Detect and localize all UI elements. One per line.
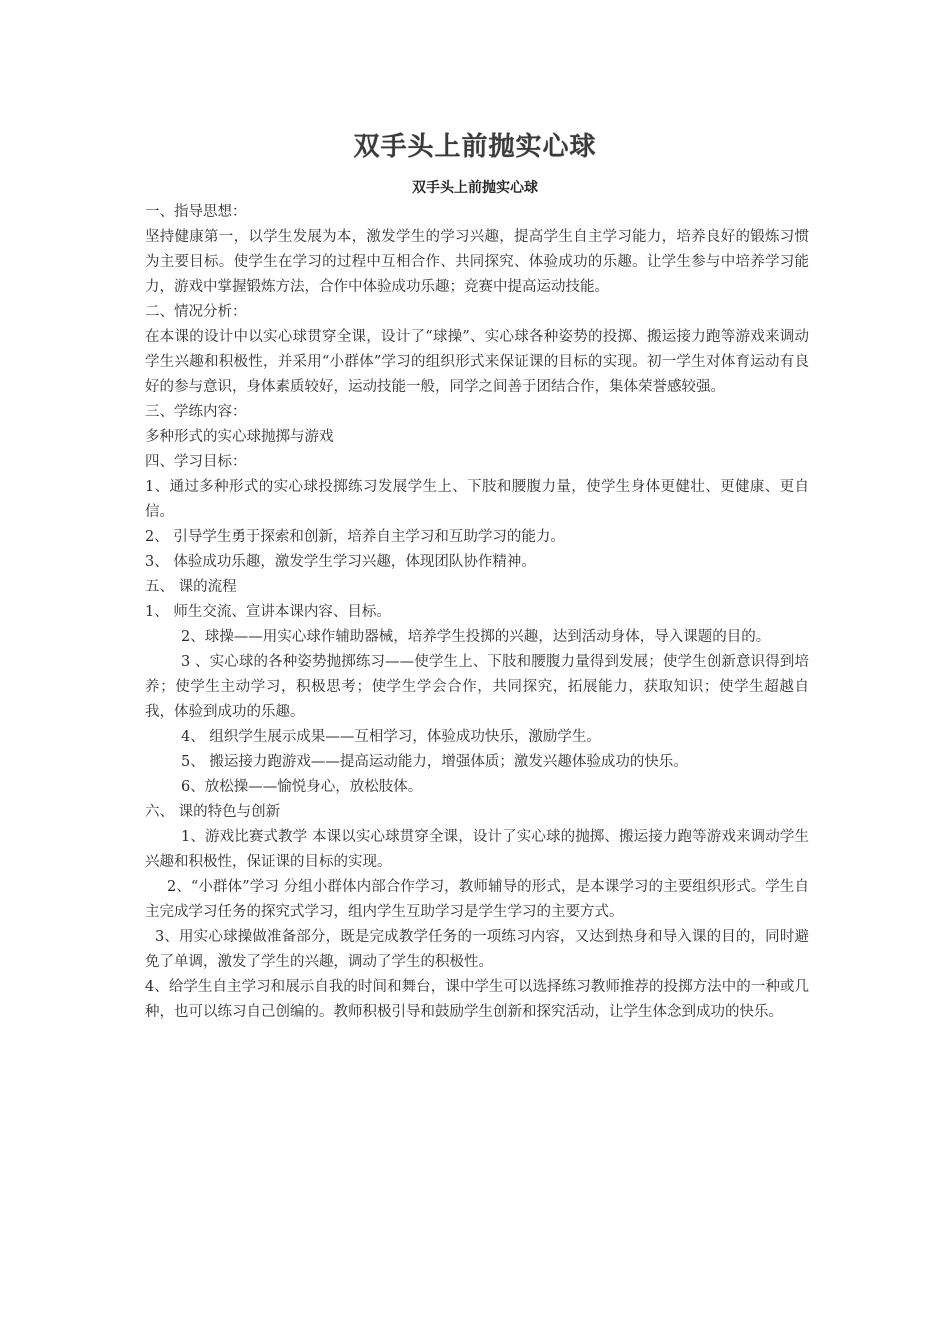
list-item: 3、 体验成功乐趣，激发学生学习兴趣，体现团队协作精神。: [145, 554, 536, 570]
document-subtitle: 双手头上前抛实心球: [412, 180, 538, 196]
paragraph: 多种形式的实心球抛掷与游戏: [145, 429, 334, 445]
document-body: [145, 200, 809, 1025]
section-heading: 六、 课的特色与创新: [145, 804, 281, 820]
list-item: 4、给学生自主学习和展示自我的时间和舞台，课中学生可以选择练习教师推荐的投掷方法中的一种或几种，也可以练习自己创编的。教师积极引导和鼓励学生创新和探究活动，让学生体念到成功的快乐。: [145, 979, 809, 1020]
list-item: 3、用实心球操做准备部分，既是完成教学任务的一项练习内容，又达到热身和导入课的目的，同时避免了单调，激发了学生的兴趣，调动了学生的积极性。: [145, 929, 809, 970]
list-item: 5、 搬运接力跑游戏——提高运动能力，增强体质；激发兴趣体验成功的快乐。: [181, 754, 688, 770]
list-item: 2、球操——用实心球作辅助器械，培养学生投掷的兴趣，达到活动身体，导入课题的目的。: [181, 629, 771, 645]
list-item: 3 、实心球的各种姿势抛掷练习——使学生上、下肢和腰腹力量得到发展；使学生创新意识得到培养；使学生主动学习，积极思考；使学生学会合作，共同探究，拓展能力，获取知识；使学生超越自我，体验到成功的乐趣。: [145, 654, 809, 720]
section-heading: 四、学习目标：: [145, 454, 247, 470]
list-item: 2、“小群体”学习 分组小群体内部合作学习，教师辅导的形式，是本课学习的主要组织形式。学生自主完成学习任务的探究式学习，组内学生互助学习是学生学习的主要方式。: [145, 879, 809, 920]
list-item: 4、 组织学生展示成果——互相学习，体验成功快乐，激励学生。: [181, 729, 601, 745]
list-item: 1、通过多种形式的实心球投掷练习发展学生上、下肢和腰腹力量，使学生身体更健壮、更健康、更自信。: [145, 479, 809, 520]
list-item: 1、 师生交流、宣讲本课内容、目标。: [145, 604, 391, 620]
list-item: 1、游戏比赛式教学 本课以实心球贯穿全课，设计了实心球的抛掷、搬运接力跑等游戏来调动学生兴趣和积极性，保证课的目标的实现。: [145, 829, 809, 870]
list-item: 2、 引导学生勇于探索和创新，培养自主学习和互助学习的能力。: [145, 529, 565, 545]
section-heading: 二、情况分析：: [145, 304, 247, 320]
paragraph: 坚持健康第一，以学生发展为本，激发学生的学习兴趣，提高学生自主学习能力，培养良好的锻炼习惯为主要目标。使学生在学习的过程中互相合作、共同探究、体验成功的乐趣。让学生参与中培养学习能力，游戏中掌握锻炼方法，合作中体验成功乐趣；竞赛中提高运动技能。: [145, 229, 809, 295]
document-title: 双手头上前抛实心球: [353, 132, 597, 162]
section-heading: 一、指导思想：: [145, 204, 247, 220]
section-heading: 五、 课的流程: [145, 579, 237, 595]
paragraph: 在本课的设计中以实心球贯穿全课，设计了“球操”、实心球各种姿势的投掷、搬运接力跑等游戏来调动学生兴趣和积极性，并采用“小群体”学习的组织形式来保证课的目标的实现。初一学生对体育运动有良好的参与意识，身体素质较好，运动技能一般，同学之间善于团结合作，集体荣誉感较强。: [145, 329, 809, 395]
list-item: 6、放松操——愉悦身心，放松肢体。: [181, 779, 423, 795]
section-heading: 三、学练内容：: [145, 404, 247, 420]
